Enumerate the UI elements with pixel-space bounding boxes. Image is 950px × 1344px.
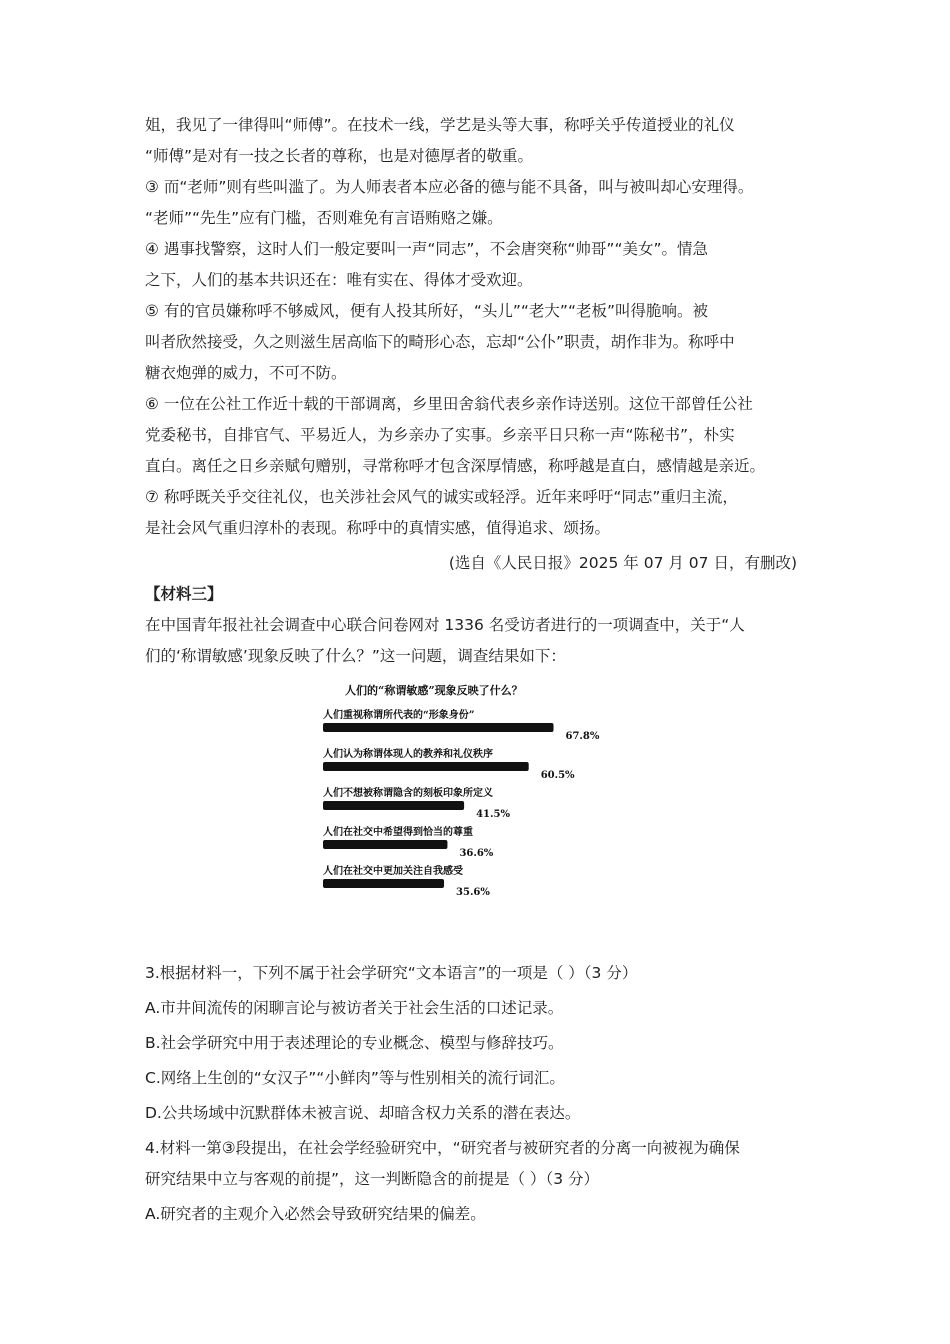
question-4-stem-line-1: 4.材料一第③段提出，在社会学经验研究中，“研究者与被研究者的分离一向被视为确保: [145, 1139, 740, 1157]
paragraph-6-line-2: 党委秘书，自排官气、平易近人，为乡亲办了实事。乡亲平日只称一声“陈秘书”，朴实: [145, 426, 735, 444]
paragraph-6-line-3: 直白。离任之日乡亲赋句赠别，寻常称呼才包含深厚情感，称呼越是直白，感情越是亲近。: [145, 457, 766, 475]
chart-title: 人们的“称谓敏感”现象反映了什么？: [345, 684, 523, 697]
questions-section: [145, 958, 825, 1230]
paragraph-3-line-1: ③ 而“老师”则有些叫滥了。为人师表者本应必备的德与能不具备，叫与被叫却心安理得。: [145, 178, 754, 196]
survey-bar-chart: [315, 678, 655, 918]
bar-value-2: 60.5%: [540, 770, 575, 781]
question-3-option-b: B.社会学研究中用于表述理论的专业概念、模型与修辞技巧。: [145, 1034, 564, 1052]
bar-label-5: 人们在社交中更加关注自我感受: [323, 866, 463, 877]
paragraph-5-line-1: ⑤ 有的官员嫌称呼不够威风，便有人投其所好，“头儿”“老大”“老板”叫得脆响。被: [145, 302, 709, 320]
question-4-stem: [145, 1133, 825, 1195]
bar-2: [323, 762, 529, 771]
question-4-stem-line-2: 研究结果中立与客观的前提”，这一判断隐含的前提是（ ）（3 分）: [145, 1170, 599, 1188]
bar-value-4: 36.6%: [459, 848, 494, 859]
paragraph-1-line-1: 姐，我见了一律得叫“师傅”。在技术一线，学艺是头等大事，称呼关乎传道授业的礼仪: [145, 116, 735, 134]
paragraph-3-line-2: “老师”“先生”应有门槛，否则难免有言语贿赂之嫌。: [145, 209, 503, 227]
paragraph-1-line-2: “师傅”是对有一技之长者的尊称，也是对德厚者的敬重。: [145, 147, 534, 165]
paragraph-4-line-2: 之下，人们的基本共识还在：唯有实在、得体才受欢迎。: [145, 271, 533, 289]
source-citation: (选自《人民日报》2025 年 07 月 07 日，有删改): [448, 554, 797, 572]
paragraph-5: [145, 296, 825, 389]
bar-label-1: 人们重视称谓所代表的“形象身份”: [323, 710, 475, 721]
bar-value-1: 67.8%: [565, 731, 600, 742]
bar-value-5: 35.6%: [456, 887, 490, 898]
material-3-intro: [145, 610, 825, 672]
paragraph-4: [145, 234, 825, 296]
bar-label-2: 人们认为称谓体现人的教养和礼仪秩序: [323, 749, 493, 760]
material-3-intro-line-1: 在中国青年报社社会调查中心联合问卷网对 1336 名受访者进行的一项调查中，关于“人: [145, 616, 745, 634]
paragraph-7: [145, 482, 825, 544]
bar-1: [323, 723, 554, 732]
question-3-option-a: A.市井间流传的闲聊言论与被访者关于社会生活的口述记录。: [145, 999, 564, 1017]
paragraph-5-line-3: 糖衣炮弹的威力，不可不防。: [145, 364, 347, 382]
material-3-intro-line-2: 们的‘称谓敏感’现象反映了什么？”这一问题，调查结果如下：: [145, 647, 566, 665]
question-3-stem: 3.根据材料一，下列不属于社会学研究“文本语言”的一项是（ ）（3 分）: [145, 964, 638, 982]
essay-body: [145, 110, 825, 579]
document-page: [145, 110, 825, 1230]
paragraph-6-line-1: ⑥ 一位在公社工作近十载的干部调离，乡里田舍翁代表乡亲作诗送别。这位干部曾任公社: [145, 395, 753, 413]
paragraph-1: [145, 110, 825, 172]
bar-3: [323, 801, 464, 810]
paragraph-6: [145, 389, 825, 482]
material-3-heading: 【材料三】: [145, 585, 223, 603]
paragraph-7-line-1: ⑦ 称呼既关乎交往礼仪，也关涉社会风气的诚实或轻浮。近年来呼吁“同志”重归主流，: [145, 488, 738, 506]
paragraph-3: [145, 172, 825, 234]
survey-chart: [145, 678, 825, 918]
question-3-option-c: C.网络上生创的“女汉子”“小鲜肉”等与性别相关的流行词汇。: [145, 1069, 565, 1087]
bar-label-3: 人们不想被称谓隐含的刻板印象所定义: [323, 788, 493, 799]
bar-5: [323, 879, 444, 888]
bar-4: [323, 840, 447, 849]
bar-label-4: 人们在社交中希望得到恰当的尊重: [323, 827, 473, 838]
question-4-option-a: A.研究者的主观介入必然会导致研究结果的偏差。: [145, 1205, 486, 1223]
bar-value-3: 41.5%: [476, 809, 510, 820]
paragraph-5-line-2: 叫者欣然接受，久之则滋生居高临下的畸形心态，忘却“公仆”职责，胡作非为。称呼中: [145, 333, 735, 351]
paragraph-7-line-2: 是社会风气重归淳朴的表现。称呼中的真情实感，值得追求、颂扬。: [145, 519, 611, 537]
paragraph-4-line-1: ④ 遇事找警察，这时人们一般定要叫一声“同志”，不会唐突称“帅哥”“美女”。情急: [145, 240, 709, 258]
question-3-option-d: D.公共场域中沉默群体未被言说、却暗含权力关系的潜在表达。: [145, 1104, 581, 1122]
